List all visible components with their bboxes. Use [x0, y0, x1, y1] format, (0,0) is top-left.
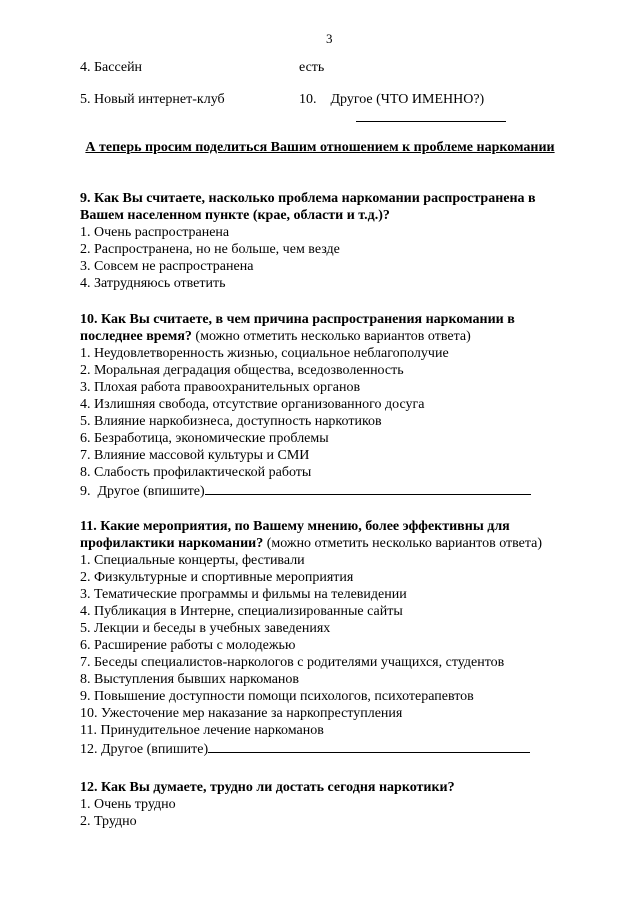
page-number: 3 [326, 31, 333, 46]
question-10-option-4[interactable]: 4. Излишняя свобода, отсутствие организованного досуга [80, 397, 425, 412]
question-10-option-3[interactable]: 3. Плохая работа правоохранительных органов [80, 380, 361, 395]
question-10-option-1[interactable]: 1. Неудовлетворенность жизнью, социальное неблагополучие [80, 346, 449, 361]
question-11-option-4[interactable]: 4. Публикация в Интерне, специализированные сайты [80, 604, 403, 619]
question-11-option-7[interactable]: 7. Беседы специалистов-наркологов с родителями учащихся, студентов [80, 655, 505, 670]
question-10-option-2[interactable]: 2. Моральная деградация общества, вседозволенность [80, 363, 404, 378]
question-10 [80, 311, 580, 500]
option-pool-value: есть [299, 60, 325, 75]
question-11-option-5[interactable]: 5. Лекции и беседы в учебных заведениях [80, 621, 331, 636]
question-9-option-2[interactable]: 2. Распространена, но не больше, чем везде [80, 242, 340, 257]
answer-line[interactable] [356, 121, 506, 122]
question-10-option-6[interactable]: 6. Безработица, экономические проблемы [80, 431, 329, 446]
question-11-other[interactable] [80, 739, 580, 758]
question-10-option-5[interactable]: 5. Влияние наркобизнеса, доступность наркотиков [80, 414, 382, 429]
question-9 [80, 190, 580, 292]
question-10-title [80, 311, 580, 345]
option-pool: 4. Бассейн [80, 60, 143, 75]
question-10-note: (можно отметить несколько вариантов ответа) [191, 329, 471, 344]
question-11-option-2[interactable]: 2. Физкультурные и спортивные мероприятия [80, 570, 354, 585]
question-9-option-4[interactable]: 4. Затрудняюсь ответить [80, 276, 226, 291]
question-10-other[interactable] [80, 481, 580, 500]
question-12-option-1[interactable]: 1. Очень трудно [80, 797, 176, 812]
question-11-option-6[interactable]: 6. Расширение работы с молодежью [80, 638, 296, 653]
question-11-option-9[interactable]: 9. Повышение доступности помощи психологов, психотерапевтов [80, 689, 474, 704]
question-11-title-text: 11. Какие мероприятия, по Вашему мнению, более эффективны для профилактики наркомании? [80, 519, 510, 551]
question-12 [80, 779, 580, 830]
option-internet-club: 5. Новый интернет-клуб [80, 92, 225, 107]
question-11-option-11[interactable]: 11. Принудительное лечение наркоманов [80, 723, 324, 738]
question-9-option-3[interactable]: 3. Совсем не распространена [80, 259, 254, 274]
question-9-title: 9. Как Вы считаете, насколько проблема наркомании распространена в Вашем населенном пункте (крае, области и т.д.)? [80, 191, 536, 223]
question-10-option-7[interactable]: 7. Влияние массовой культуры и СМИ [80, 448, 310, 463]
question-9-option-1[interactable]: 1. Очень распространена [80, 225, 230, 240]
question-11-option-8[interactable]: 8. Выступления бывших наркоманов [80, 672, 300, 687]
question-11-note: (можно отметить несколько вариантов ответа) [263, 536, 543, 551]
question-10-other-line[interactable] [205, 481, 531, 495]
question-11-option-10[interactable]: 10. Ужесточение мер наказание за наркопреступления [80, 706, 403, 721]
question-12-title: 12. Как Вы думаете, трудно ли достать сегодня наркотики? [80, 780, 455, 795]
question-10-title-text: 10. Как Вы считаете, в чем причина распространения наркомании в последнее время? [80, 312, 515, 344]
question-11-option-1[interactable]: 1. Специальные концерты, фестивали [80, 553, 305, 568]
question-10-other-label: 9. Другое (впишите) [80, 484, 205, 499]
question-11-other-label: 12. Другое (впишите) [80, 742, 209, 757]
option-other-what: 10. Другое (ЧТО ИМЕННО?) [299, 92, 485, 107]
question-11-title [80, 518, 580, 552]
question-10-option-8[interactable]: 8. Слабость профилактической работы [80, 465, 312, 480]
question-11 [80, 518, 580, 758]
section-heading: А теперь просим поделиться Вашим отношением к проблеме наркомании [85, 140, 555, 155]
question-12-option-2[interactable]: 2. Трудно [80, 814, 137, 829]
question-11-option-3[interactable]: 3. Тематические программы и фильмы на телевидении [80, 587, 407, 602]
question-11-other-line[interactable] [208, 739, 530, 753]
